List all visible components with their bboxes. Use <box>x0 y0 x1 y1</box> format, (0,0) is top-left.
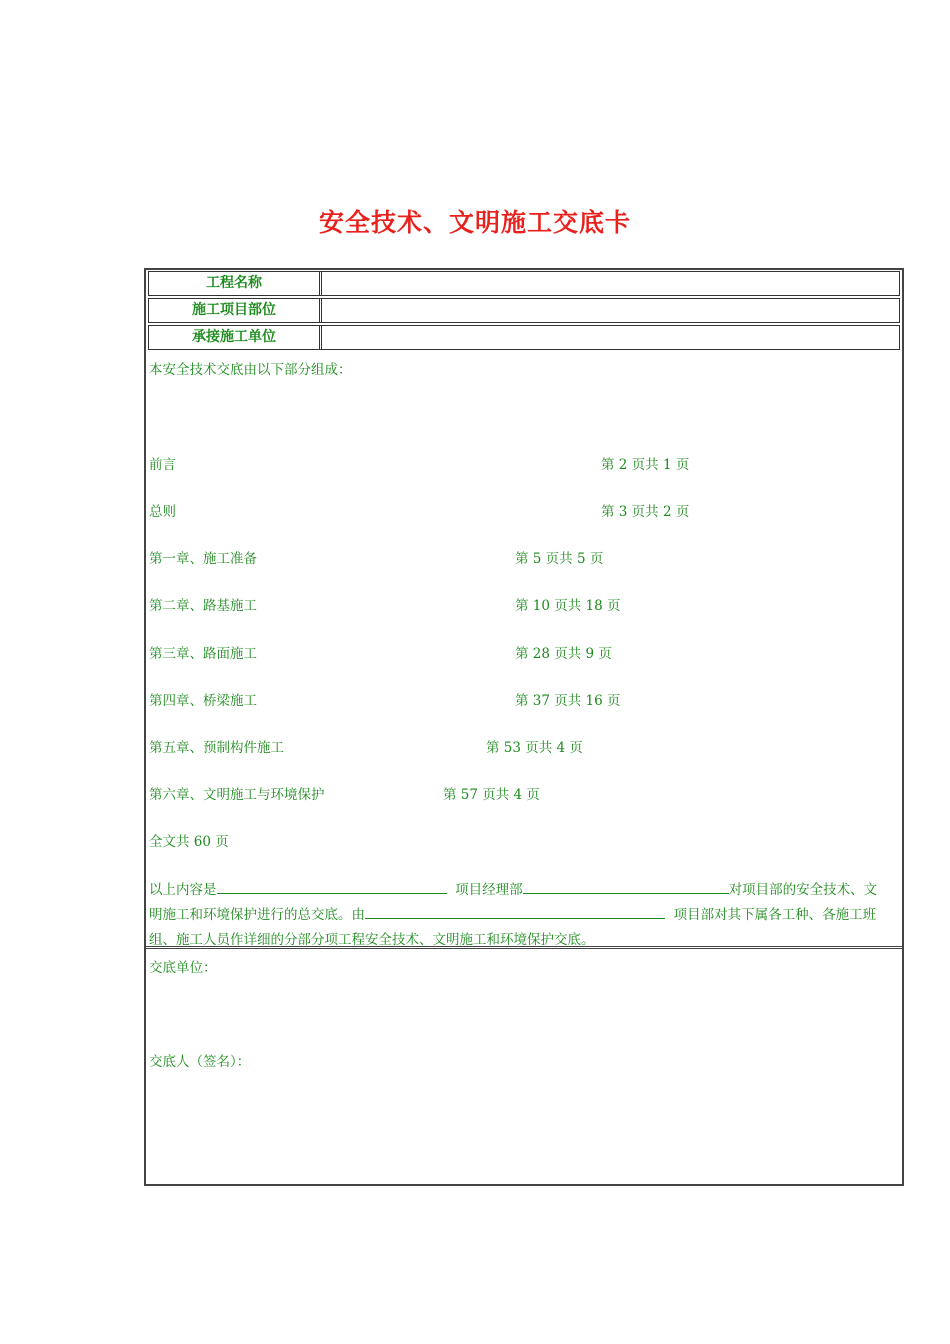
toc-item-pages: 第 37 页共 16 页 <box>515 693 621 709</box>
disclosure-card <box>144 268 904 1186</box>
toc-item-pages: 第 10 页共 18 页 <box>515 598 621 614</box>
page-title: 安全技术、文明施工交底卡 <box>318 208 631 237</box>
project-name-label: 工程名称 <box>149 272 322 295</box>
toc-item-pages: 第 57 页共 4 页 <box>443 787 540 803</box>
signature-label: 交底人（签名）： <box>149 1054 251 1070</box>
toc-item-pages: 第 53 页共 4 页 <box>486 740 583 756</box>
toc-item-name: 第六章、文明施工与环境保护 <box>149 787 325 803</box>
blank-line[interactable] <box>365 906 665 919</box>
toc-item-pages: 第 28 页共 9 页 <box>515 646 612 662</box>
statement-text: 以上内容是 <box>149 882 217 898</box>
contractor-label: 承接施工单位 <box>149 326 322 349</box>
section-divider <box>146 946 902 949</box>
unit-label: 交底单位： <box>149 960 217 976</box>
header-row-construction-part <box>148 298 900 323</box>
statement-text: 明施工和环境保护进行的总交底。由 <box>149 907 365 923</box>
statement-line-3: 组、施工人员作详细的分部分项工程安全技术、文明施工和环境保护交底。 <box>149 932 595 948</box>
statement-line-2 <box>149 903 876 928</box>
toc-item-name: 第四章、桥梁施工 <box>149 693 257 709</box>
toc-item-name: 第一章、施工准备 <box>149 551 257 567</box>
toc-item-name: 前言 <box>149 457 176 473</box>
header-row-contractor <box>148 325 900 350</box>
toc-item-name: 第三章、路面施工 <box>149 646 257 662</box>
toc-item-pages: 第 3 页共 2 页 <box>601 504 690 520</box>
statement-text: 对项目部的安全技术、文 <box>728 882 878 898</box>
total-pages: 全文共 60 页 <box>149 834 229 850</box>
blank-line[interactable] <box>217 881 447 894</box>
toc-item-name: 总则 <box>149 504 176 520</box>
statement-text: 项目经理部 <box>455 882 523 898</box>
toc-item-name: 第二章、路基施工 <box>149 598 257 614</box>
toc-item-name: 第五章、预制构件施工 <box>149 740 284 756</box>
toc-item-pages: 第 5 页共 5 页 <box>515 551 604 567</box>
header-row-project-name <box>148 271 900 296</box>
statement-text: 项目部对其下属各工种、各施工班 <box>673 907 877 923</box>
intro-text: 本安全技术交底由以下部分组成： <box>149 362 352 378</box>
statement-line-1 <box>149 878 877 903</box>
blank-line[interactable] <box>523 881 729 894</box>
construction-part-label: 施工项目部位 <box>149 299 322 322</box>
toc-item-pages: 第 2 页共 1 页 <box>601 457 690 473</box>
